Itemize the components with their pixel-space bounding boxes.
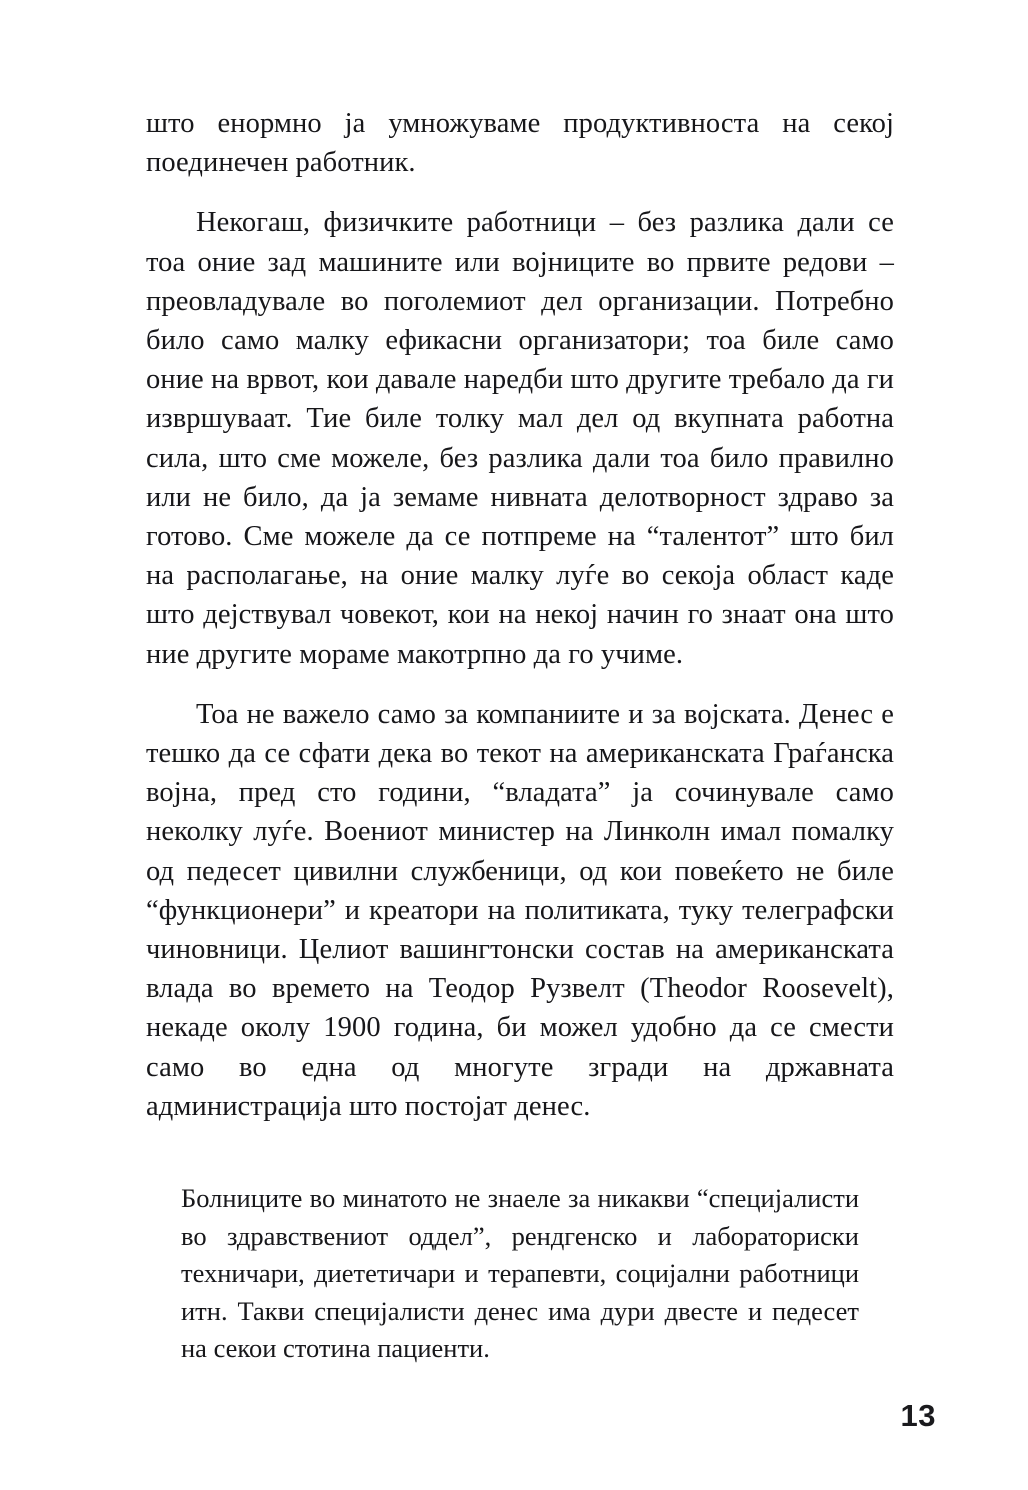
- paragraph-2: Некогаш, физичките работници – без разлика дали се тоа оние зад машините или војниците во првите редови – преовладувале во поголемиот дел организации. Потребно било само малку ефикасни организатори; тоа биле само оние на врвот, кои давале наредби што другите требало да ги извршуваат. Тие биле толку мал дел од вкупната работна сила, што сме можеле, без разлика дали тоа било правилно или не било, да ја земаме нивната делотворност здраво за готово. Сме можеле да се потпреме на “талентот” што бил на располагање, на оние малку луѓе во секоја област каде што дејствувал човекот, кои на некој начин го знаат она што ние другите мораме макотрпно да го учиме.: [146, 207, 894, 670]
- blockquote: [181, 1180, 859, 1368]
- blockquote-paragraph: Болниците во минатото не знаеле за никакви “специјалисти во здравствениот оддел”, рендгенско и лабораториски техничари, диететичари и терапевти, социјални работници итн. Такви специјалисти денес има дури двесте и педесет на секои стотина пациенти.: [181, 1183, 859, 1363]
- paragraph-3: Тоа не важело само за компаниите и за војската. Денес е тешко да се сфати дека во текот на американската Граѓанска војна, пред сто години, “владата” ја сочинувале само неколку луѓе. Воениот министер на Линколн имал помалку од педесет цивилни службеници, од кои повеќето не биле “функционери” и креатори на политиката, туку телеграфски чиновници. Целиот вашингтонски состав на американската влада во времето на Теодор Рузвелт (Theodor Roosevelt), некаде околу 1900 година, би можел удобно да се смести само во една од многуте згради на државната администрација што постојат денес.: [146, 698, 894, 1122]
- body-text-column: [146, 104, 894, 1126]
- page-number: 13: [900, 1398, 936, 1433]
- paragraph-1: што енормно ја умножуваме продуктивноста на секој поединечен работник.: [146, 108, 894, 179]
